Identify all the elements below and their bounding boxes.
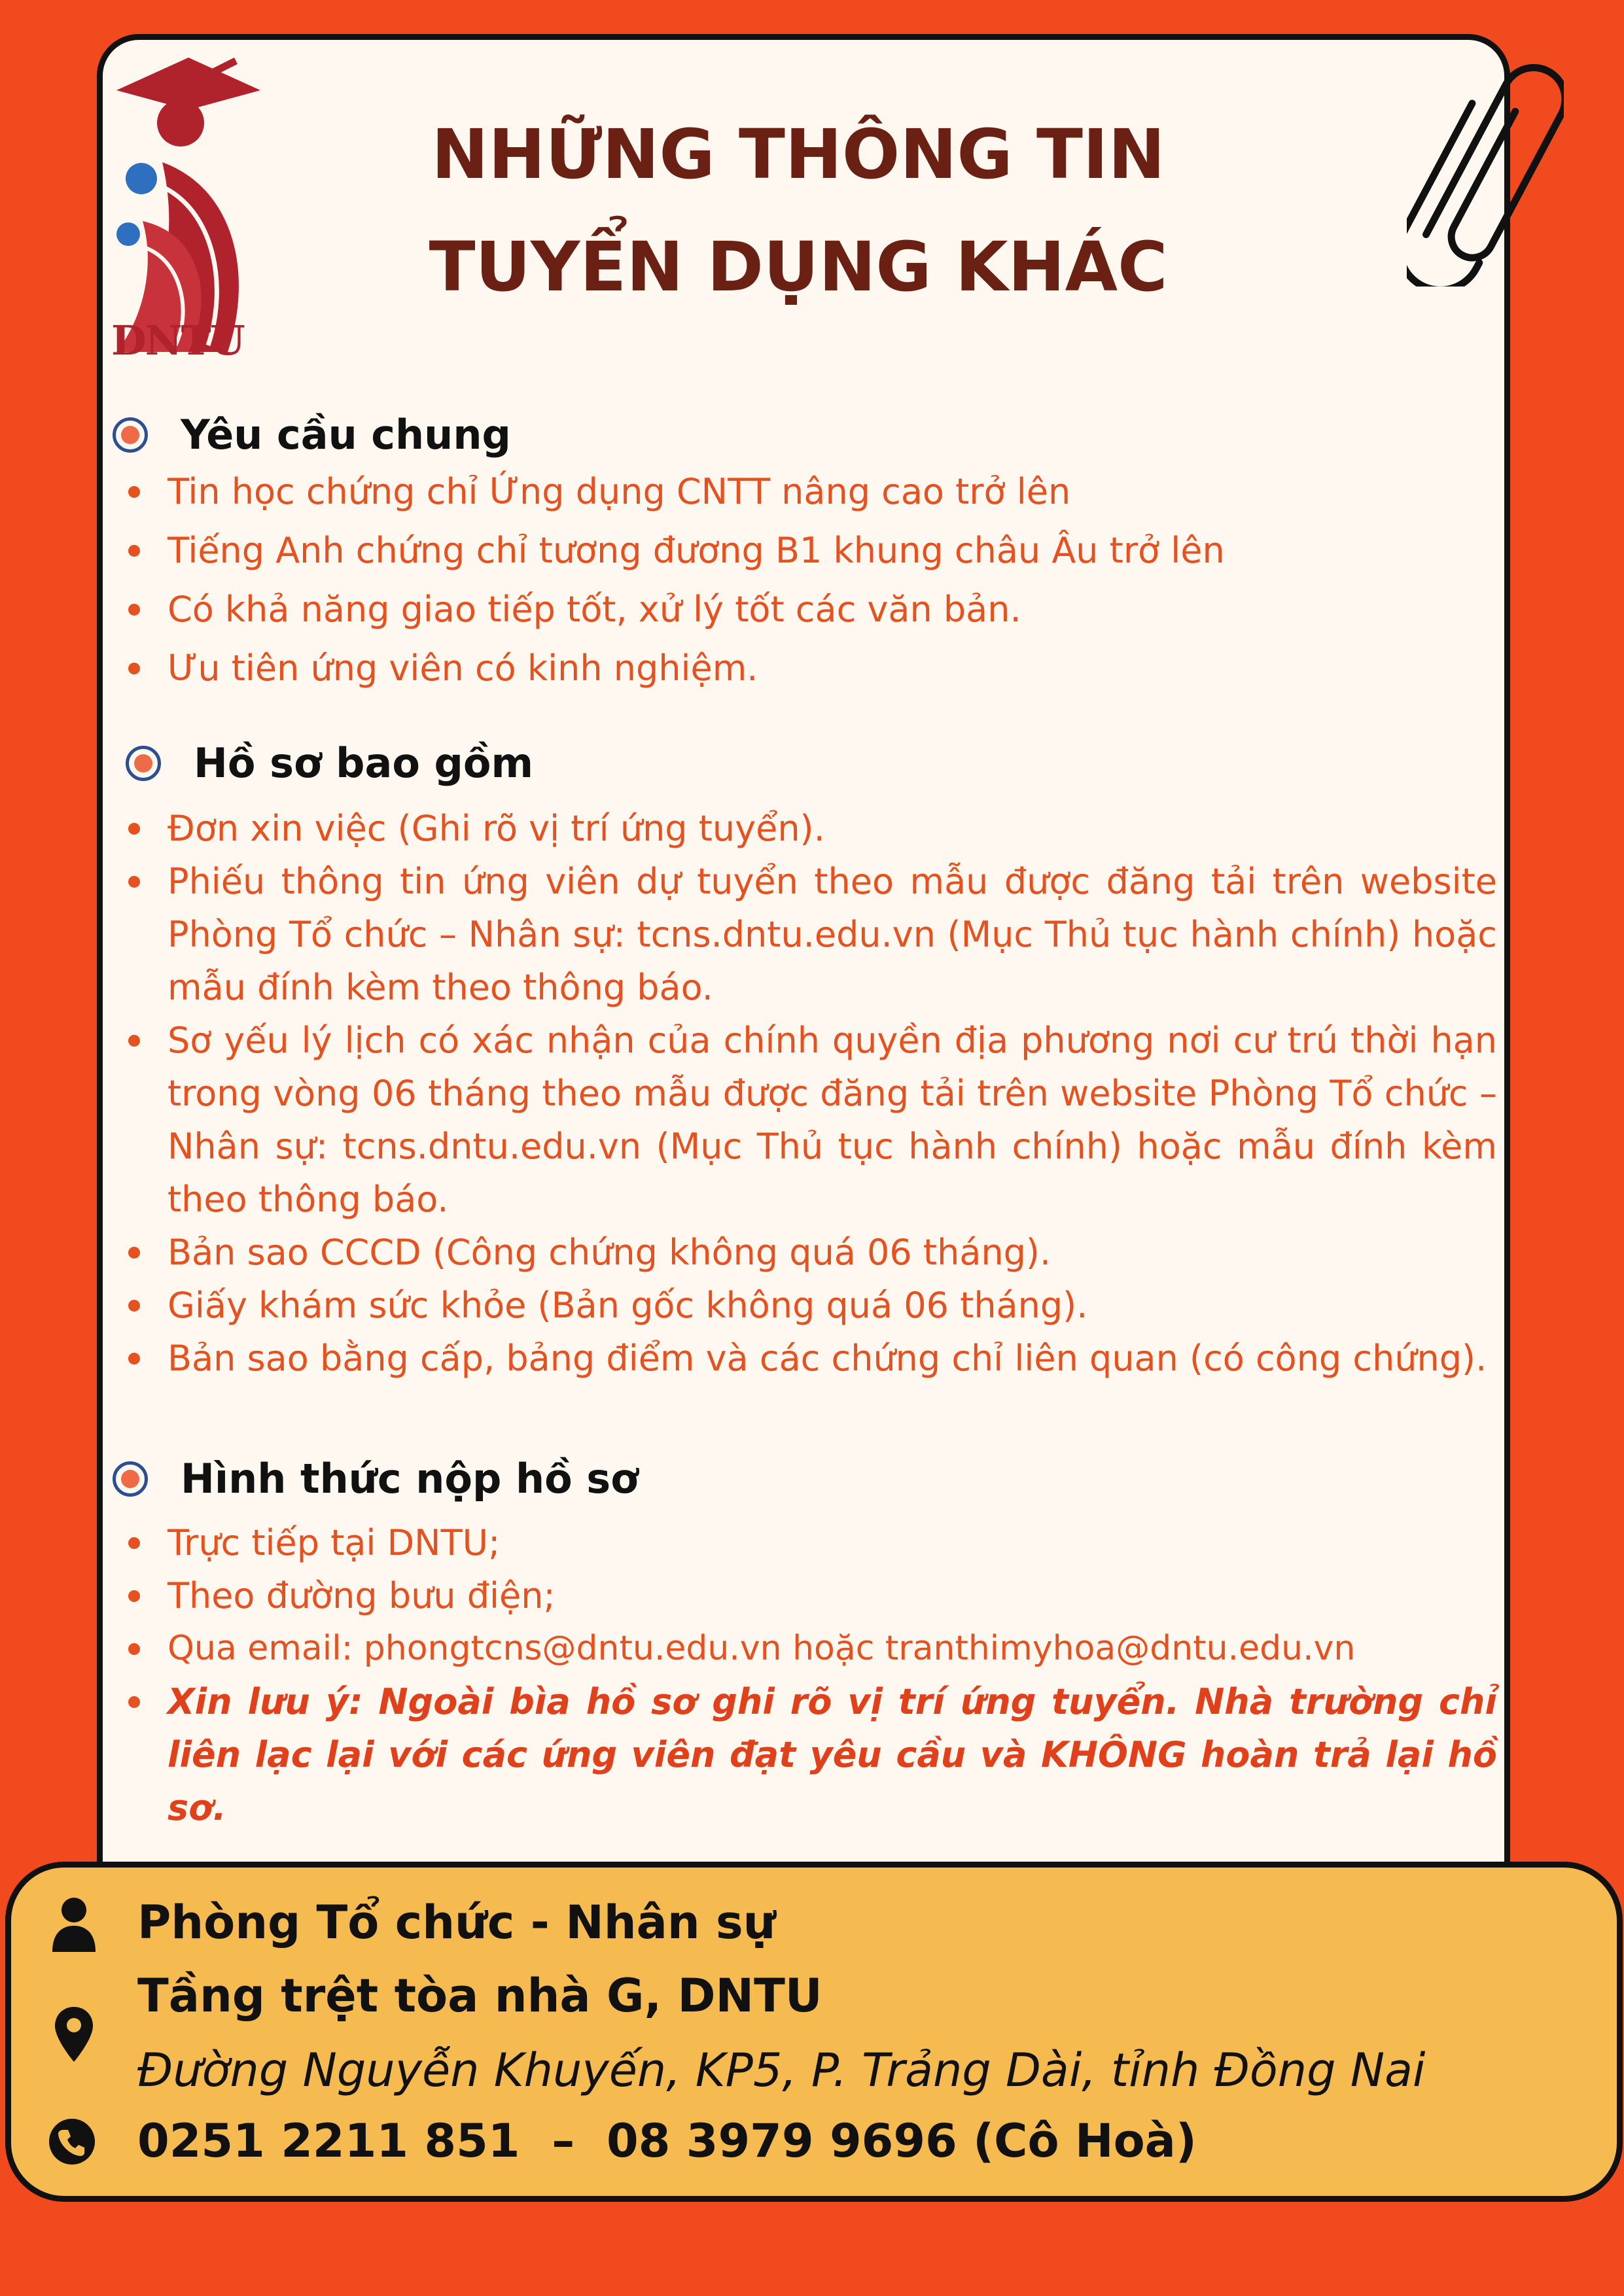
list-item: Phiếu thông tin ứng viên dự tuyển theo mẫu được đăng tải trên website Phòng Tổ chức – Nhân sự: tcns.dntu.edu.vn (Mục Thủ tục hành chính) hoặc mẫu đính kèm theo thông báo. [124, 855, 1497, 1014]
section-heading-documents [126, 739, 533, 787]
list-item: Giấy khám sức khỏe (Bản gốc không quá 06 tháng). [124, 1279, 1497, 1332]
title-line-2: TUYỂN DỤNG KHÁC [429, 227, 1168, 307]
list-item: Theo đường bưu điện; [124, 1569, 1497, 1622]
location-pin-icon [54, 2006, 94, 2063]
list-item: Sơ yếu lý lịch có xác nhận của chính quyền địa phương nơi cư trú thời hạn trong vòng 06 tháng theo mẫu được đăng tải trên website Phòng Tổ chức – Nhân sự: tcns.dntu.edu.vn (Mục Thủ tục hành chính) hoặc mẫu đính kèm theo thông báo. [124, 1014, 1497, 1226]
phone-icon [48, 2118, 96, 2165]
person-icon [51, 1897, 97, 1952]
submission-note: Xin lưu ý: Ngoài bìa hồ sơ ghi rõ vị trí ứng tuyển. Nhà trường chỉ liên lạc lại với các ứng viên đạt yêu cầu và KHÔNG hoàn trả lại hồ sơ. [124, 1675, 1497, 1834]
section-heading-label: Hồ sơ bao gồm [194, 739, 534, 787]
footer-phone: 0251 2211 851 – 08 3979 9696 (Cô Hoà) [137, 2114, 1197, 2168]
target-icon [126, 746, 161, 781]
section-heading-submission [113, 1455, 639, 1503]
list-item: Đơn xin việc (Ghi rõ vị trí ứng tuyển). [124, 802, 1497, 855]
submission-list [124, 1516, 1497, 1834]
page-title [327, 98, 1269, 323]
list-item: Tiếng Anh chứng chỉ tương đương B1 khung châu Âu trở lên [124, 523, 1497, 578]
dntu-logo [103, 38, 260, 358]
target-icon [113, 417, 148, 453]
section-heading-label: Yêu cầu chung [181, 411, 511, 459]
general-requirements-list [124, 464, 1497, 700]
section-heading-general [113, 411, 511, 459]
list-item: Qua email: phongtcns@dntu.edu.vn hoặc tranthimyhoa@dntu.edu.vn [124, 1622, 1497, 1675]
list-item: Bản sao CCCD (Công chứng không quá 06 tháng). [124, 1226, 1497, 1279]
footer-street: Đường Nguyễn Khuyến, KP5, P. Trảng Dài, tỉnh Đồng Nai [137, 2044, 1426, 2097]
list-item: Ưu tiên ứng viên có kinh nghiệm. [124, 641, 1497, 696]
target-icon [113, 1461, 148, 1497]
logo-text: DNTU [111, 317, 244, 364]
list-item: Bản sao bằng cấp, bảng điểm và các chứng chỉ liên quan (có công chứng). [124, 1332, 1497, 1385]
list-item: Trực tiếp tại DNTU; [124, 1516, 1497, 1569]
section-heading-label: Hình thức nộp hồ sơ [181, 1455, 639, 1503]
list-item: Có khả năng giao tiếp tốt, xử lý tốt các văn bản. [124, 582, 1497, 637]
paperclip-icon [1407, 38, 1564, 287]
documents-list [124, 802, 1497, 1385]
footer-department: Phòng Tổ chức - Nhân sự [137, 1896, 776, 1949]
footer-building: Tầng trệt tòa nhà G, DNTU [137, 1969, 822, 2023]
title-line-1: NHỮNG THÔNG TIN [431, 114, 1165, 194]
list-item: Tin học chứng chỉ Ứng dụng CNTT nâng cao trở lên [124, 464, 1497, 519]
